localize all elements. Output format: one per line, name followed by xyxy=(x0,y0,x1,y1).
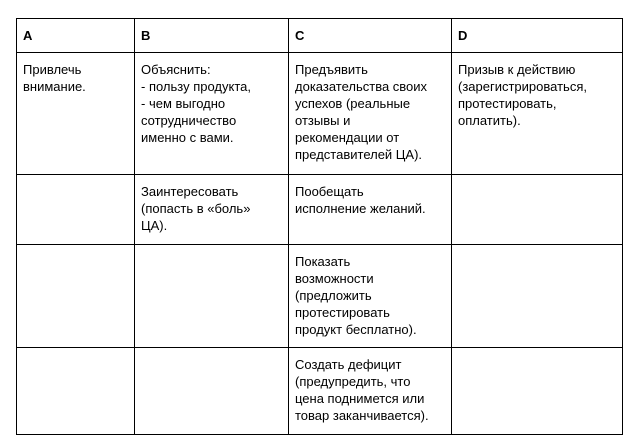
table-cell xyxy=(452,245,623,348)
table-cell: Призыв к действию (зарегистрироваться, протестировать, оплатить). xyxy=(452,53,623,175)
header-cell-b: B xyxy=(135,19,289,53)
table-cell: Заинтересовать (попасть в «боль» ЦА). xyxy=(135,175,289,245)
table-cell xyxy=(17,348,135,435)
table-cell xyxy=(135,245,289,348)
table-cell xyxy=(452,175,623,245)
header-cell-c: C xyxy=(289,19,452,53)
table-cell: Создать дефицит (предупредить, что цена поднимется или товар заканчивается). xyxy=(289,348,452,435)
table-cell: Привлечь внимание. xyxy=(17,53,135,175)
table-header-row xyxy=(17,19,623,53)
table-cell xyxy=(17,175,135,245)
table-row xyxy=(17,245,623,348)
table-cell xyxy=(452,348,623,435)
table-cell: Показать возможности (предложить протестировать продукт бесплатно). xyxy=(289,245,452,348)
table-row xyxy=(17,53,623,175)
table-cell: Пообещать исполнение желаний. xyxy=(289,175,452,245)
header-cell-d: D xyxy=(452,19,623,53)
header-cell-a: A xyxy=(17,19,135,53)
aida-table xyxy=(16,18,623,435)
table-row xyxy=(17,348,623,435)
table-cell: Объяснить: - пользу продукта, - чем выгодно сотрудничество именно с вами. xyxy=(135,53,289,175)
table-cell: Предъявить доказательства своих успехов (реальные отзывы и рекомендации от представителей ЦА). xyxy=(289,53,452,175)
table-cell xyxy=(135,348,289,435)
table-cell xyxy=(17,245,135,348)
table-row xyxy=(17,175,623,245)
